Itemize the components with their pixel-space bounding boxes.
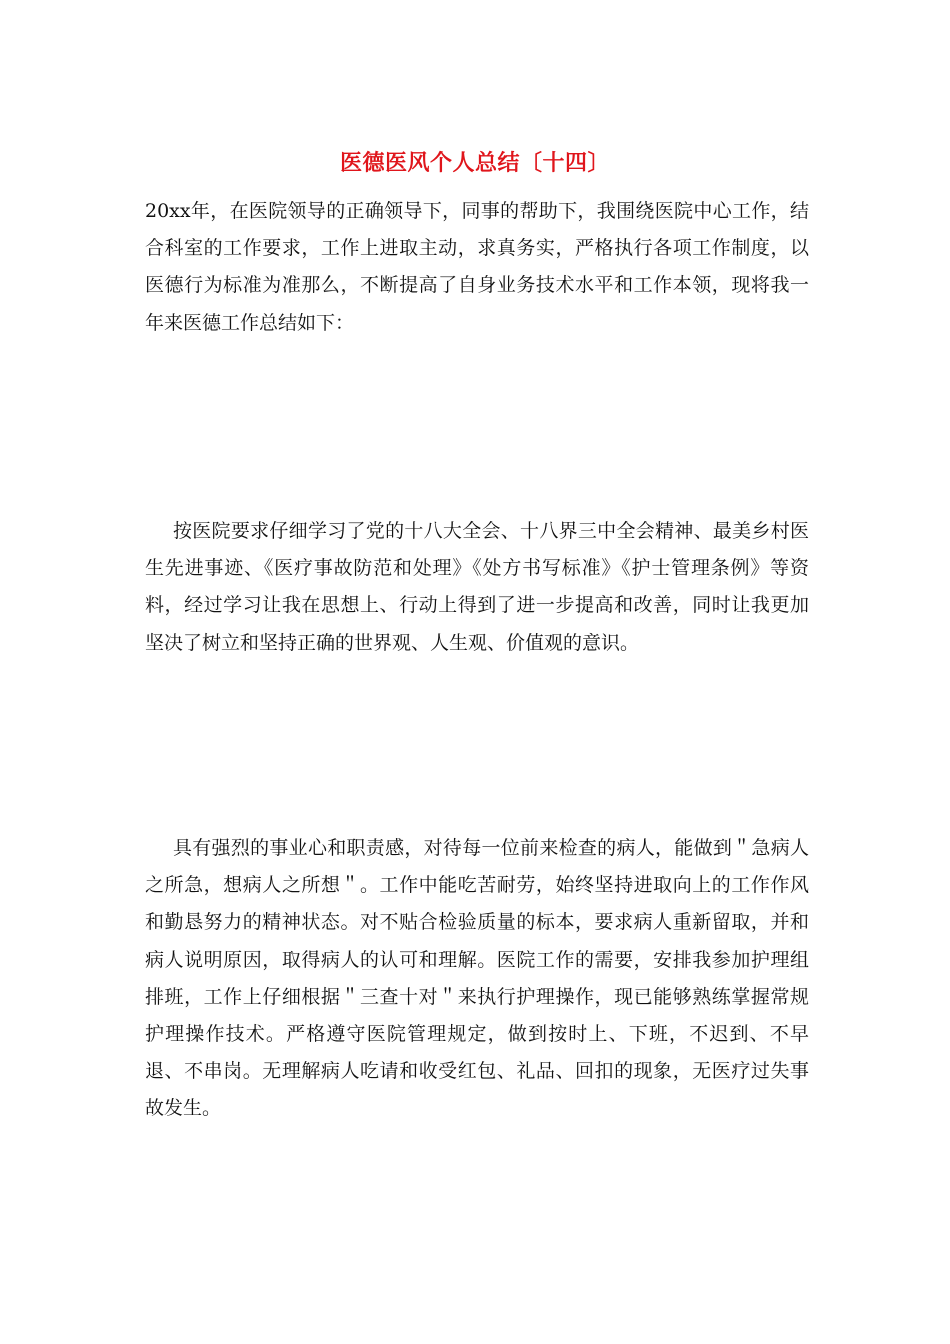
document-title: 医德医风个人总结〔十四〕: [339, 150, 610, 176]
paragraph-study: 按医院要求仔细学习了党的十八大全会、十八界三中全会精神、最美乡村医生先进事迹、《医疗事故防范和处理》《处方书写标准》《护士管理条例》等资料，经过学习让我在思想上、行动上得到了进一步提高和改善，同时让我更加坚决了树立和坚持正确的世界观、人生观、价值观的意识。: [145, 520, 809, 654]
paragraph-intro: 20xx年，在医院领导的正确领导下，同事的帮助下，我围绕医院中心工作，结合科室的工作要求，工作上进取主动，求真务实，严格执行各项工作制度，以医德行为标准为准那么，不断提高了自身业务技术水平和工作本领，现将我一年来医德工作总结如下：: [145, 200, 809, 334]
paragraph-work: 具有强烈的事业心和职责感，对待每一位前来检查的病人，能做到＂急病人之所急，想病人之所想＂。工作中能吃苦耐劳，始终坚持进取向上的工作作风和勤恳努力的精神状态。对不贴合检验质量的标本，要求病人重新留取，并和病人说明原因，取得病人的认可和理解。医院工作的需要，安排我参加护理组排班，工作上仔细根据＂三查十对＂来执行护理操作，现已能够熟练掌握常规护理操作技术。严格遵守医院管理规定，做到按时上、下班，不迟到、不早退、不串岗。无理解病人吃请和收受红包、礼品、回扣的现象，无医疗过失事故发生。: [145, 837, 809, 1120]
